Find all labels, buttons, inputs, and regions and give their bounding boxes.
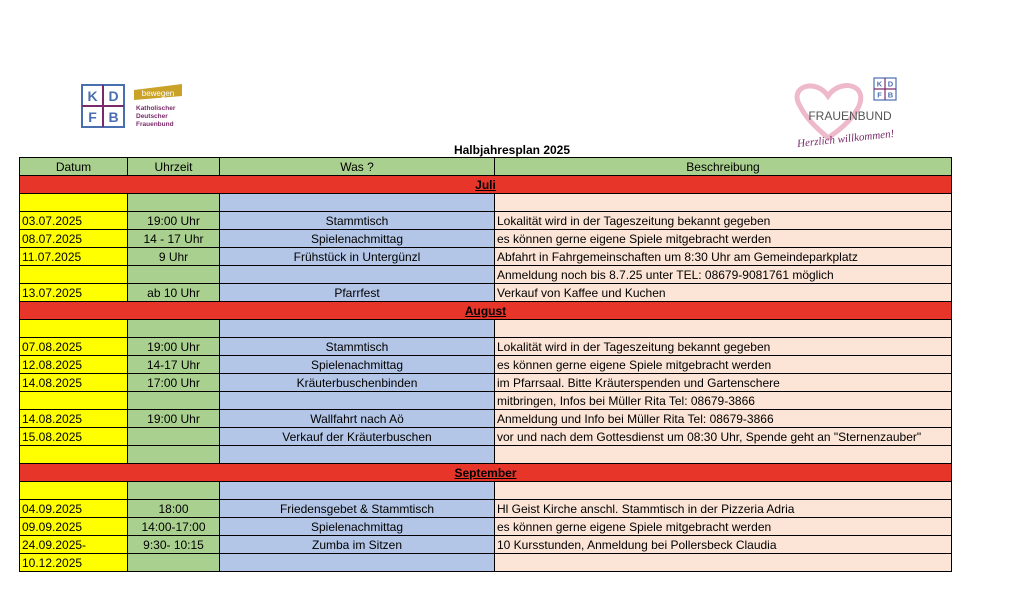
logo-line-3: Frauenbund <box>136 121 174 128</box>
table-row <box>20 356 952 374</box>
table-row <box>20 518 952 536</box>
cell-what <box>220 266 495 284</box>
cell-description: 10 Kursstunden, Anmeldung bei Pollersbeck Claudia <box>495 536 952 554</box>
cell-date <box>20 446 128 464</box>
schedule-table <box>19 157 952 572</box>
table-row <box>20 500 952 518</box>
table-row <box>20 410 952 428</box>
cell-description: vor und nach dem Gottesdienst um 08:30 Uhr, Spende geht an "Sternenzauber" <box>495 428 952 446</box>
cell-time: 18:00 <box>128 500 220 518</box>
cell-date: 11.07.2025 <box>20 248 128 266</box>
cell-time: 9 Uhr <box>128 248 220 266</box>
cell-date <box>20 392 128 410</box>
logo-right-script: Herzlich willkommen! <box>796 127 895 151</box>
cell-description <box>495 554 952 572</box>
cell-description: Anmeldung und Info bei Müller Rita Tel: 08679-3866 <box>495 410 952 428</box>
cell-description: es können gerne eigene Spiele mitgebracht werden <box>495 230 952 248</box>
logo-letter-d: D <box>108 88 119 104</box>
month-label: Juli <box>20 176 952 194</box>
table-row <box>20 536 952 554</box>
cell-what: Spielenachmittag <box>220 230 495 248</box>
table-row <box>20 284 952 302</box>
cell-time <box>128 554 220 572</box>
cell-what <box>220 194 495 212</box>
logo-right-letter-d: D <box>887 79 894 89</box>
month-row <box>20 464 952 482</box>
cell-what: Wallfahrt nach Aö <box>220 410 495 428</box>
month-row <box>20 176 952 194</box>
logo-line-2: Deutscher <box>136 113 168 120</box>
logo-right-letter-f: F <box>877 90 882 100</box>
cell-description: Lokalität wird in der Tageszeitung bekannt gegeben <box>495 212 952 230</box>
cell-what: Zumba im Sitzen <box>220 536 495 554</box>
cell-time: 19:00 Uhr <box>128 338 220 356</box>
cell-date: 13.07.2025 <box>20 284 128 302</box>
logo-letter-k: K <box>87 88 98 104</box>
page-title: Halbjahresplan 2025 <box>453 143 571 157</box>
cell-what: Stammtisch <box>220 338 495 356</box>
table-row <box>20 248 952 266</box>
cell-description: es können gerne eigene Spiele mitgebracht werden <box>495 356 952 374</box>
cell-what <box>220 482 495 500</box>
cell-what: Stammtisch <box>220 212 495 230</box>
table-row <box>20 392 952 410</box>
logo-tagline: bewegen <box>141 89 175 98</box>
table-row <box>20 212 952 230</box>
cell-date: 09.09.2025 <box>20 518 128 536</box>
cell-time <box>128 320 220 338</box>
cell-description: mitbringen, Infos bei Müller Rita Tel: 08679-3866 <box>495 392 952 410</box>
cell-date: 12.08.2025 <box>20 356 128 374</box>
kdfb-logo-left <box>78 82 188 132</box>
cell-time: 14 - 17 Uhr <box>128 230 220 248</box>
table-row <box>20 194 952 212</box>
header-date: Datum <box>20 158 128 176</box>
cell-what: Friedensgebet & Stammtisch <box>220 500 495 518</box>
cell-description <box>495 482 952 500</box>
cell-time <box>128 266 220 284</box>
logo-letter-f: F <box>88 109 97 125</box>
table-row <box>20 230 952 248</box>
cell-time: ab 10 Uhr <box>128 284 220 302</box>
cell-date: 15.08.2025 <box>20 428 128 446</box>
header-description: Beschreibung <box>495 158 952 176</box>
header-row <box>20 158 952 176</box>
table-row <box>20 428 952 446</box>
cell-description: Anmeldung noch bis 8.7.25 unter TEL: 08679-9081761 möglich <box>495 266 952 284</box>
cell-date: 07.08.2025 <box>20 338 128 356</box>
cell-time <box>128 446 220 464</box>
cell-description: im Pfarrsaal. Bitte Kräuterspenden und Gartenschere <box>495 374 952 392</box>
month-label: August <box>20 302 952 320</box>
cell-description <box>495 446 952 464</box>
table-row <box>20 374 952 392</box>
cell-date: 14.08.2025 <box>20 410 128 428</box>
cell-what <box>220 392 495 410</box>
cell-date: 24.09.2025- <box>20 536 128 554</box>
table-row <box>20 446 952 464</box>
table-row <box>20 320 952 338</box>
cell-description: Abfahrt in Fahrgemeinschaften um 8:30 Uhr am Gemeindeparkplatz <box>495 248 952 266</box>
cell-date: 14.08.2025 <box>20 374 128 392</box>
cell-time <box>128 428 220 446</box>
cell-what: Kräuterbuschenbinden <box>220 374 495 392</box>
cell-time <box>128 194 220 212</box>
table-row <box>20 338 952 356</box>
cell-time: 19:00 Uhr <box>128 410 220 428</box>
schedule-body <box>20 176 952 572</box>
cell-date: 10.12.2025 <box>20 554 128 572</box>
header-what: Was ? <box>220 158 495 176</box>
cell-what: Spielenachmittag <box>220 518 495 536</box>
header-time: Uhrzeit <box>128 158 220 176</box>
cell-what: Spielenachmittag <box>220 356 495 374</box>
cell-date: 04.09.2025 <box>20 500 128 518</box>
logo-right-name: FRAUENBUND <box>808 109 892 123</box>
cell-time <box>128 392 220 410</box>
cell-date <box>20 194 128 212</box>
cell-what <box>220 446 495 464</box>
logo-right-letter-k: K <box>876 79 883 89</box>
logo-line-1: Katholischer <box>136 105 176 112</box>
cell-description: Hl Geist Kirche anschl. Stammtisch in der Pizzeria Adria <box>495 500 952 518</box>
cell-what <box>220 554 495 572</box>
table-row <box>20 266 952 284</box>
cell-description: Lokalität wird in der Tageszeitung bekannt gegeben <box>495 338 952 356</box>
cell-time <box>128 482 220 500</box>
logo-letter-b: B <box>108 109 119 125</box>
cell-time: 14:00-17:00 <box>128 518 220 536</box>
table-row <box>20 554 952 572</box>
cell-time: 17:00 Uhr <box>128 374 220 392</box>
cell-what: Verkauf der Kräuterbuschen <box>220 428 495 446</box>
logo-right-letter-b: B <box>887 90 894 100</box>
cell-date <box>20 266 128 284</box>
cell-what: Frühstück in Untergünzl <box>220 248 495 266</box>
cell-date <box>20 482 128 500</box>
cell-date: 08.07.2025 <box>20 230 128 248</box>
cell-description: es können gerne eigene Spiele mitgebracht werden <box>495 518 952 536</box>
cell-description <box>495 194 952 212</box>
month-row <box>20 302 952 320</box>
cell-date <box>20 320 128 338</box>
cell-description <box>495 320 952 338</box>
cell-time: 9:30- 10:15 <box>128 536 220 554</box>
cell-time: 14-17 Uhr <box>128 356 220 374</box>
cell-date: 03.07.2025 <box>20 212 128 230</box>
table-row <box>20 482 952 500</box>
cell-description: Verkauf von Kaffee und Kuchen <box>495 284 952 302</box>
cell-what <box>220 320 495 338</box>
cell-what: Pfarrfest <box>220 284 495 302</box>
month-label: September <box>20 464 952 482</box>
cell-time: 19:00 Uhr <box>128 212 220 230</box>
